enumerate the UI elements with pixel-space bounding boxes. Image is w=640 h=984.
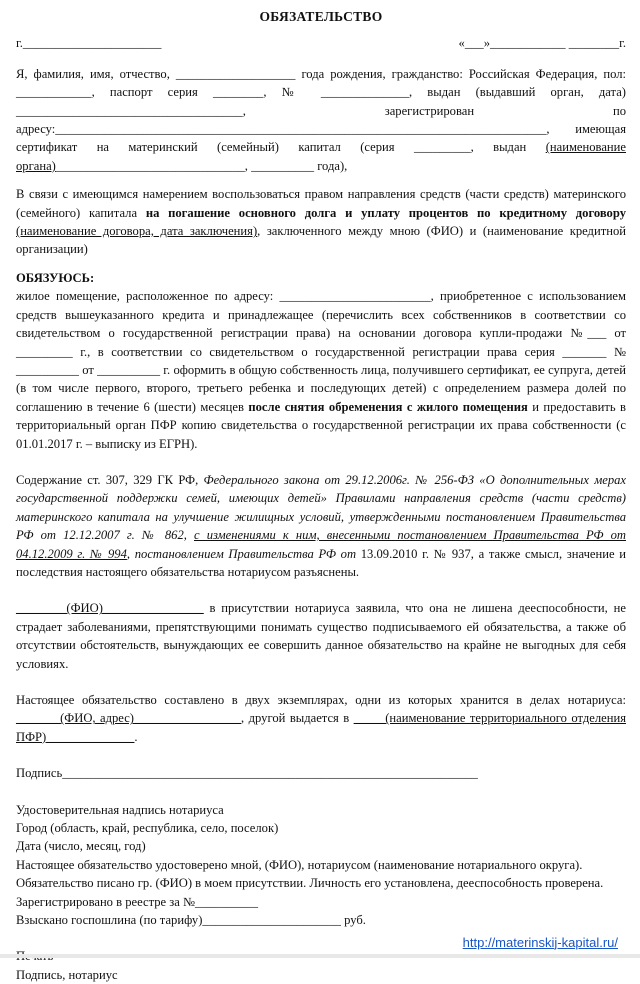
- capacity-paragraph: [16, 599, 626, 673]
- source-link[interactable]: http://materinskij-kapital.ru/: [462, 934, 618, 950]
- notary-certification-block: [16, 801, 626, 930]
- purpose-text-end: , заключенного между мною (ФИО) и (наименование кредитной организации): [16, 224, 626, 257]
- pfr-office-placeholder: _____(наименование территориального отделения ПФР)______________: [16, 711, 627, 744]
- place-field: г.______________________: [16, 36, 162, 51]
- copies-text-mid: , другой выдается в: [241, 711, 354, 726]
- notary-line: Город (область, край, республика, село, поселок): [16, 821, 279, 836]
- bottom-divider: [0, 954, 640, 958]
- notary-line: Удостоверительная надпись нотариуса: [16, 802, 224, 817]
- copies-paragraph: [16, 691, 626, 746]
- signature-line: Подпись__________________________________________________________________: [16, 766, 478, 781]
- notary-line: Обязательство писано гр. (ФИО) в моем присутствии. Личность его установлена, дееспособность проверена.: [16, 876, 604, 891]
- header-place-date: [16, 34, 626, 52]
- notary-line: Зарегистрировано в реестре за №__________: [16, 894, 258, 909]
- copies-text: Настоящее обязательство составлено в двух экземплярах, одни из которых хранится в делах нотариуса:: [16, 693, 626, 707]
- obligation-text: жилое помещение, расположенное по адресу: ________________________, приобретенное с использованием средств вышеуказанного кредита и принадлежащее (перечислить всех собственников в соответствии со свидетельством о государственной регистрации права) на основании договора купли-продажи №___ от _________ г., в соответствии со свидетельством о государственной регистрации права серия _______ № __________ от __________ г. оформить в общую собственность лица, получившего сертификат, ее супруга, детей (в том числе первого, второго, третьего ребенка и последующих детей) с определением размера долей по соглашению в течение 6 (шести) месяцев: [16, 289, 626, 414]
- law-italic-2: , постановлением Правительства РФ от: [126, 546, 361, 561]
- obligation-text-end: и предоставить в территориальный орган ПФР копию свидетельства о государственной регистрации их права собственности (с 01.01.2017 г. – выписку из ЕГРН).: [16, 399, 626, 451]
- law-paragraph: [16, 471, 626, 581]
- document-title: ОБЯЗАТЕЛЬСТВО: [259, 9, 383, 24]
- declarant-text: Я, фамилия, имя, отчество, ___________________ года рождения, гражданство: Российская Федерация, пол: ____________, паспорт серия ________, № ______________, выдан (выдавший орган, дата) ____________________________________, зарегистрирован по адресу:______________________________________________________________________________, имеющая сертификат на материнский (семейный) капитал (серия _________, выдан: [16, 66, 626, 155]
- declarant-paragraph: [16, 65, 626, 175]
- copies-text-end: .: [134, 729, 138, 744]
- purpose-bold: на погашение основного долга и уплату процентов по кредитному договору: [145, 205, 626, 220]
- law-italic-underlined: с изменениями к ним, внесенными постановлением Правительства РФ от 04.12.2009 г. № 994: [16, 528, 626, 561]
- purpose-text: В связи с имеющимся намерением воспользоваться правом направления средств (части средств) материнского (семейного) капитала: [16, 187, 626, 220]
- law-text-end: 13.09.2010 г. № 937, а также смысл, значение и последствия настоящего обязательства нотариусом разъяснены.: [16, 546, 626, 579]
- obligation-heading: ОБЯЗУЮСЬ:: [16, 270, 95, 285]
- notary-line: Взыскано госпошлина (по тарифу)______________________ руб.: [16, 913, 366, 928]
- issuing-authority-placeholder: (наименование органа): [16, 140, 626, 173]
- law-italic: Федерального закона от 29.12.2006г. № 256-ФЗ «О дополнительных мерах государственной поддержки семей, имеющих детей» Правилами направления средств (части средств) материнского капитала на улучшение жилищных условий, утвержденными постановлением Правительства РФ от 12.12.2007 г. № 862,: [16, 472, 627, 543]
- fio-placeholder: ________(ФИО)________________: [16, 601, 204, 616]
- declarant-text-end: ______________________________, __________ года),: [55, 158, 348, 173]
- notary-signature-label: Подпись, нотариус: [16, 967, 118, 982]
- fio-address-placeholder: _______(ФИО, адрес)_________________: [16, 711, 242, 726]
- obligation-paragraph: [16, 287, 626, 453]
- notary-line: Настоящее обязательство удостоверено мной, (ФИО), нотариусом (наименование нотариального округа).: [16, 857, 583, 872]
- capacity-text: в присутствии нотариуса заявила, что она не лишена дееспособности, не страдает заболеваниями, препятствующими понимать существо подписываемого ей обязательства, а также об отсутствии обстоятельств, вынуждающих ее совершить данное обязательство на крайне не выгодных для себя условиях.: [16, 601, 626, 671]
- obligation-bold: после снятия обременения с жилого помещения: [248, 399, 528, 414]
- notary-line: Дата (число, месяц, год): [16, 839, 146, 854]
- law-text: Содержание ст. 307, 329 ГК РФ,: [16, 472, 204, 487]
- date-field: «___»____________ ________г.: [458, 36, 626, 51]
- purpose-paragraph: [16, 185, 626, 259]
- contract-placeholder: (наименование договора, дата заключения): [16, 224, 258, 239]
